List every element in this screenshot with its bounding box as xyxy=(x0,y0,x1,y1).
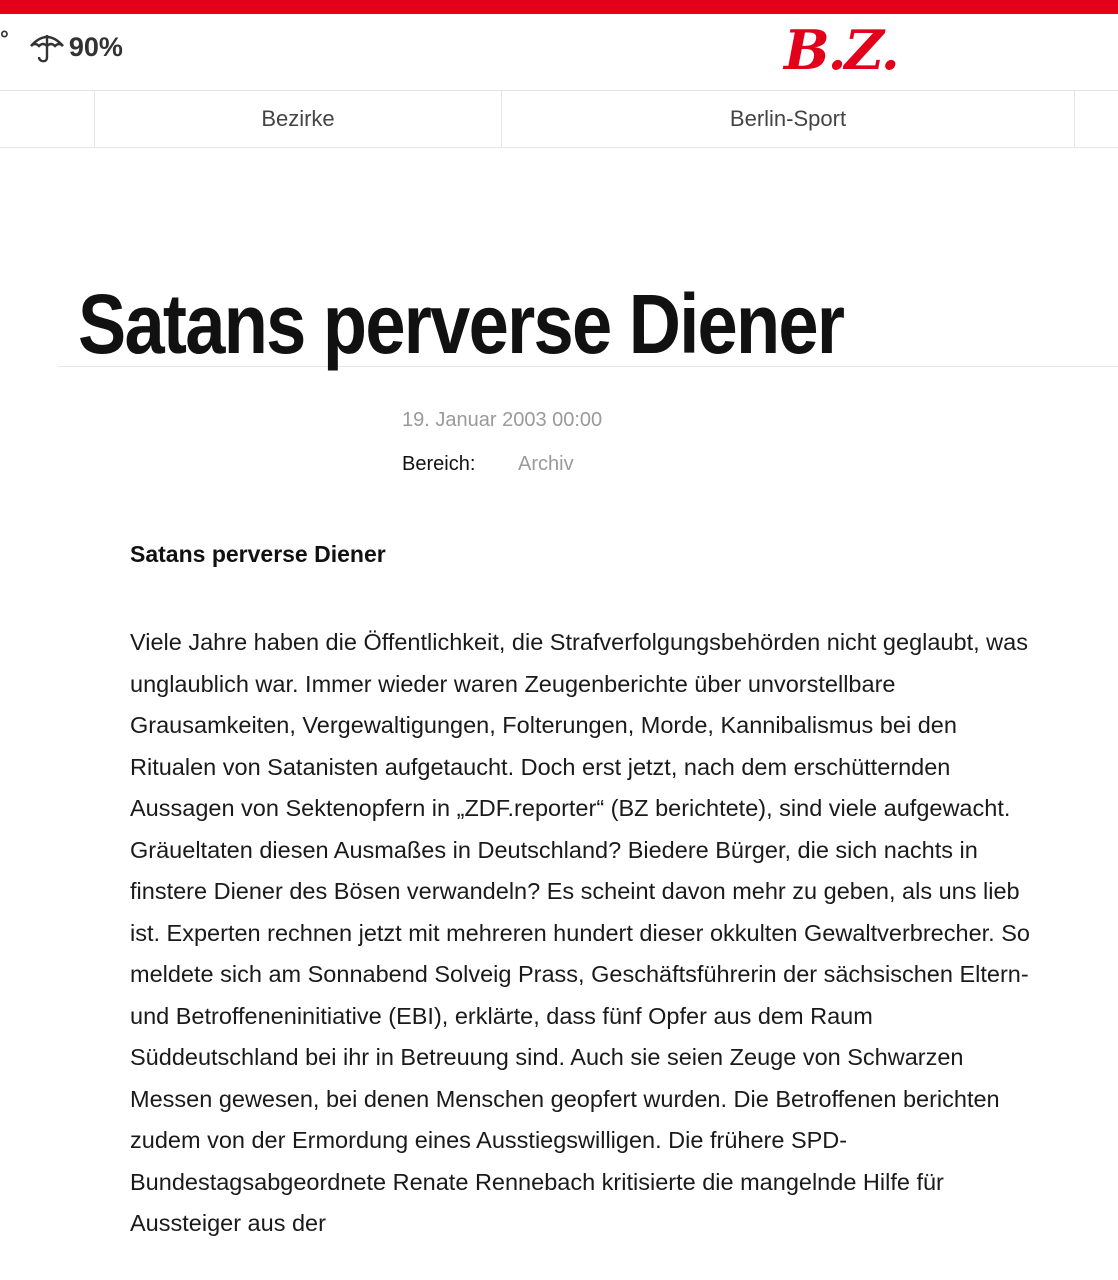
article-body: Viele Jahre haben die Öffentlichkeit, die Strafverfolgungsbehörden nicht geglaubt, was unglaublich war. Immer wieder waren Zeugenberichte über unvorstellbare Grausamkeiten, Vergewaltigungen, Folterungen, Morde, Kannibalismus bei den Ritualen von Satanisten aufgetaucht. Doch erst jetzt, nach dem erschütternden Aussagen von Sektenopfern in „ZDF.reporter“ (BZ berichtete), sind viele aufgewacht. Gräueltaten diesen Ausmaßes in Deutschland? Biedere Bürger, die sich nachts in finstere Diener des Bösen verwandeln? Es scheint davon mehr zu geben, als uns lieb ist. Experten rechnen jetzt mit mehreren hundert dieser okkulten Gewaltverbrecher. So meldete sich am Sonnabend Solveig Prass, Geschäftsführerin der sächsischen Eltern- und Betroffeneninitiative (EBI), erklärte, dass fünf Opfer aus dem Raum Süddeutschland bei ihr in Betreuung sind. Auch sie seien Zeuge von Schwarzen Messen gewesen, bei denen Menschen geopfert wurden. Die Betroffenen berichten zudem von der Ermordung eines Ausstiegswilligen. Die frühere SPD-Bundestagsabgeordnete Renate Rennebach kritisierte die mangelnde Hilfe für Aussteiger aus der xyxy=(130,629,1030,1236)
top-brand-bar xyxy=(0,0,1118,14)
article-title: Satans perverse Diener xyxy=(78,277,844,371)
article-title-container xyxy=(58,270,1118,371)
article-area-link[interactable]: Archiv xyxy=(518,453,574,475)
nav-item-bezirke[interactable]: Bezirke xyxy=(94,91,501,147)
article-date: 19. Januar 2003 00:00 xyxy=(402,409,603,431)
article-area-label: Bereich: xyxy=(402,453,476,475)
nav-divider xyxy=(1074,91,1118,147)
article-subtitle: Satans perverse Diener xyxy=(130,541,386,567)
site-header xyxy=(0,14,1118,91)
bz-logo[interactable]: B.Z. xyxy=(784,18,898,82)
main-navigation xyxy=(0,91,1118,148)
umbrella-icon xyxy=(29,30,65,64)
nav-item-berlin-sport[interactable]: Berlin-Sport xyxy=(501,91,1074,147)
temperature-degree: ° xyxy=(0,26,9,51)
humidity-value: 90% xyxy=(68,31,123,62)
weather-widget[interactable] xyxy=(0,26,123,64)
